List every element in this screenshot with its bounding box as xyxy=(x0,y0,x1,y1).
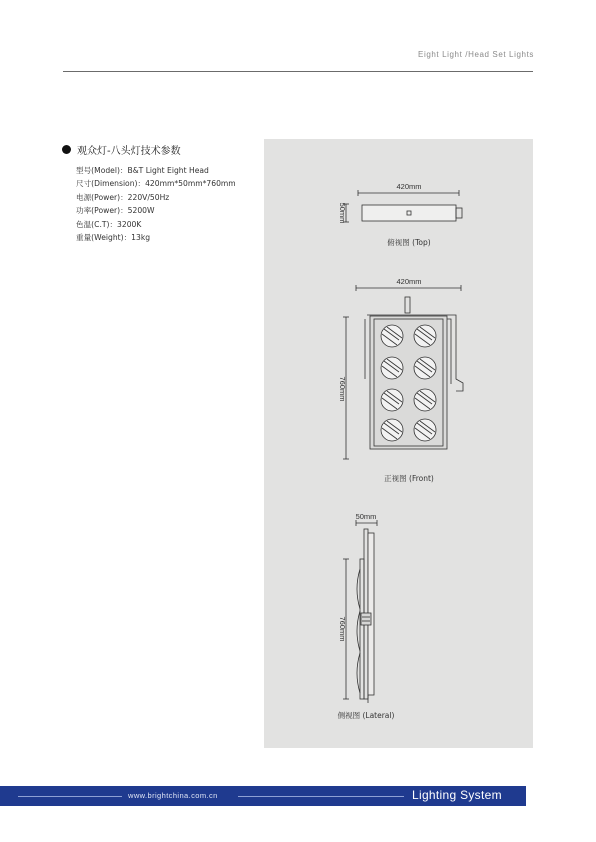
footer-brand: Lighting System xyxy=(412,788,502,802)
lateral-height-label: 760mm xyxy=(338,616,347,642)
lateral-depth-label: 50mm xyxy=(355,512,377,521)
front-width-label: 420mm xyxy=(396,277,422,286)
spec-item-power-supply: 电源(Power)：220V/50Hz xyxy=(76,192,170,202)
lateral-view-drawing xyxy=(343,520,377,703)
top-view-caption: 俯视图 (Top) xyxy=(387,238,431,247)
top-width-label: 420mm xyxy=(396,182,422,191)
header-title: Eight Light /Head Set Lights xyxy=(418,50,534,59)
bullet-icon xyxy=(62,145,71,154)
drawing-panel xyxy=(264,139,533,748)
top-view-drawing xyxy=(343,190,462,222)
spec-title xyxy=(62,142,181,157)
front-height-label: 760mm xyxy=(338,376,347,402)
footer-line-left xyxy=(18,796,122,797)
lateral-view-caption: 侧视图 (Lateral) xyxy=(337,711,395,720)
spec-list xyxy=(76,164,236,244)
footer-url: www.brightchina.com.cn xyxy=(128,791,218,800)
footer-line-right xyxy=(238,796,404,797)
header-rule xyxy=(63,71,533,72)
spec-item-wattage: 功率(Power)：5200W xyxy=(76,206,155,216)
spec-item-model: 型号(Model)：B&T Light Eight Head xyxy=(76,166,209,175)
spec-title-text: 观众灯-八头灯技术参数 xyxy=(77,146,181,157)
technical-drawings xyxy=(264,139,533,748)
top-depth-label: 50mm xyxy=(338,202,347,224)
front-view-caption: 正视图 (Front) xyxy=(384,474,434,483)
spec-item-color-temperature: 色温(C.T)：3200K xyxy=(76,219,142,229)
spec-item-weight: 重量(Weight)：13kg xyxy=(76,233,151,243)
spec-item-dimension: 尺寸(Dimension)：420mm*50mm*760mm xyxy=(76,179,236,189)
